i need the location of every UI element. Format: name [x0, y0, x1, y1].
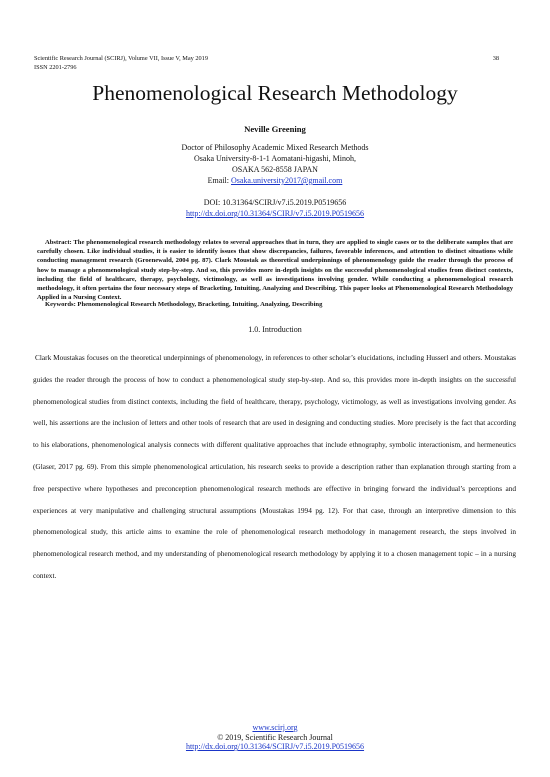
- page-number: 38: [492, 55, 499, 62]
- paper-title: Phenomenological Research Methodology: [92, 81, 458, 105]
- section-heading: 1.0. Introduction: [248, 325, 302, 334]
- issn: ISSN 2201-2796: [34, 63, 77, 71]
- footer-site-link[interactable]: www.scirj.org: [252, 723, 298, 732]
- author-name: Neville Greening: [244, 124, 306, 134]
- running-header: [34, 55, 208, 72]
- journal-line: Scientific Research Journal (SCIRJ), Volume VII, Issue V, May 2019: [34, 55, 208, 62]
- affiliation-block: [0, 142, 550, 186]
- doi-link[interactable]: http://dx.doi.org/10.31364/SCIRJ/v7.i5.2019.P0519656: [185, 209, 365, 218]
- affiliation-line: Osaka University-8-1-1 Aomatani-higashi, Minoh,: [194, 154, 356, 163]
- abstract: Abstract: The phenomenological research methodology relates to several approaches that in turn, they are applied to single cases or to the deliberate samples that are carefully chosen. Like individual studies, it is easier to identify issues that show discrepancies, failures, favorable inferences, and attention to distinct situations while conducting management research (Groenewald, 2004 pg. 87). Clark Moustak as theoretical underpinnings of phenomenology guide the reader through the process of how to manage a phenomenological study step-by-step. And so, this provides more in-depth insights on the successful phenomenological studies from distinct contexts, including the field of healthcare, therapy, psychology, victimology, as well as investigations involving gender. While conducting a phenomenological research methodology, it often pertains the four necessary steps of Bracketing, Intuiting, Analyzing and Describing. This paper looks at Phenomenological Research Methodology Applied in a Nursing Context.: [37, 239, 513, 302]
- affiliation-line: OSAKA 562-8558 JAPAN: [232, 165, 318, 174]
- doi-text: DOI: 10.31364/SCIRJ/v7.i5.2019.P0519656: [203, 198, 347, 207]
- email-link[interactable]: Osaka.university2017@gmail.com: [230, 176, 343, 185]
- introduction-paragraph: Clark Moustakas focuses on the theoretical underpinnings of phenomenology, in references to other scholar’s elucidations, including Husserl and others. Moustakas guides the reader through the process of how to conduct a phenomenological study step-by-step. And so, this provides more in-depth insights on the successful phenomenological studies from distinct contexts, including the field of healthcare, therapy, psychology, victimology, as well as investigations involving gender. As well, his assertions are the inclusion of letters and other tools of research that are used in designing and conducting studies. More precisely is the fact that according to his elaborations, phenomenological analysis connects with different qualitative approaches that include ethnography, symbolic interactionism, and hermeneutics (Glaser, 2017 pg. 69). From this simple phenomenological articulation, his research seeks to provide a description rather than explanation through starting from a free perspective where hypotheses and preconception phenomenological research methods are effective in bringing forward the individual’s perceptions and experiences at very manipulative and challenging structural assumptions (Moustakas 1994 pg. 12). For that case, through an interpretive dimension to this phenomenological study, this article aims to examine the role of phenomenological research methodology in management research, the steps involved in phenomenological research method, and my understanding of phenomenological research methodology by applying it to a chosen management topic – in a nursing context.: [33, 353, 516, 580]
- footer-copyright: © 2019, Scientific Research Journal: [217, 732, 333, 742]
- affiliation-line: Doctor of Philosophy Academic Mixed Research Methods: [181, 143, 369, 152]
- page-footer: [0, 723, 550, 752]
- keywords: Keywords: Phenomenological Research Methodology, Bracketing, Intuiting, Analyzing, Describing: [45, 301, 323, 308]
- email-line: [0, 175, 550, 186]
- footer-doi-link[interactable]: http://dx.doi.org/10.31364/SCIRJ/v7.i5.2019.P0519656: [185, 742, 365, 752]
- doi-block: [0, 197, 550, 219]
- email-label: Email:: [207, 176, 231, 185]
